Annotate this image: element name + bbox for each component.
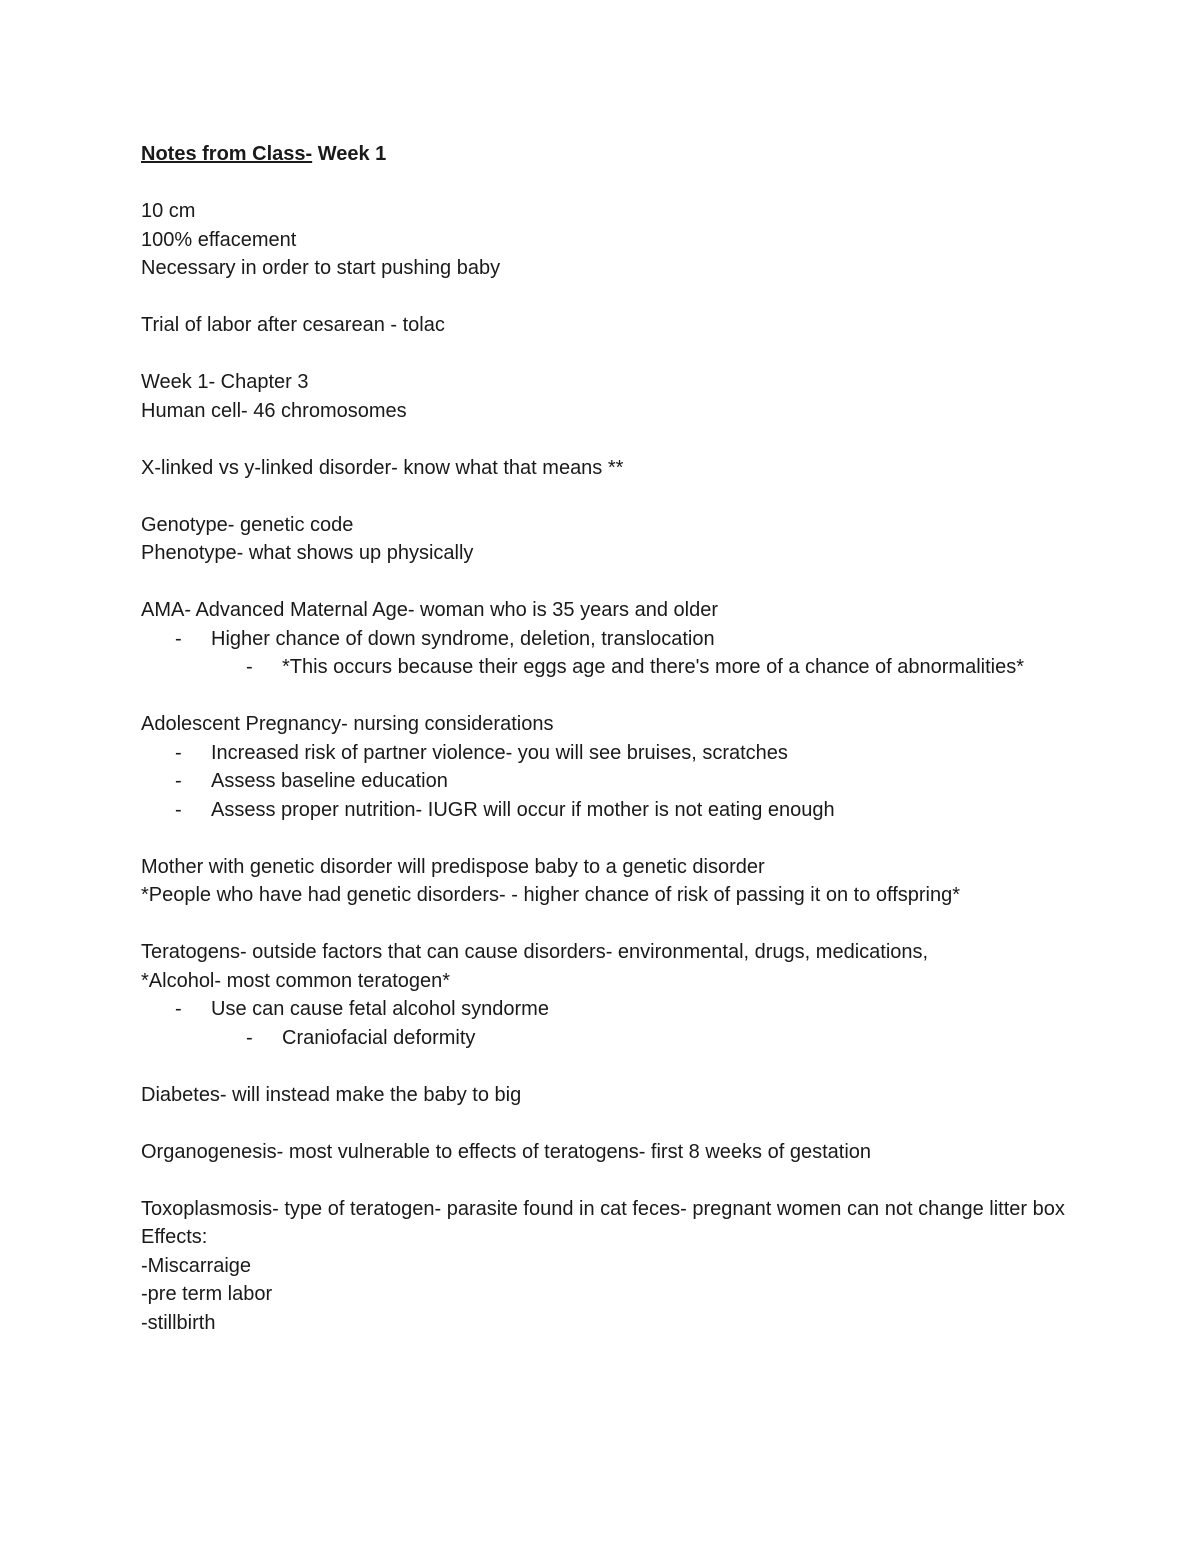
title-rest: Week 1 bbox=[312, 143, 387, 165]
adolescent-heading: Adolescent Pregnancy- nursing considerations bbox=[141, 713, 554, 735]
tolac-line: Trial of labor after cesarean - tolac bbox=[141, 314, 445, 336]
bullet-dash: - bbox=[246, 1026, 253, 1049]
bullet-dash: - bbox=[246, 656, 253, 678]
spacer bbox=[141, 425, 1081, 454]
spacer bbox=[141, 910, 1081, 939]
linked-disorder-line: X-linked vs y-linked disorder- know what that means ** bbox=[141, 456, 624, 479]
spacer bbox=[141, 1166, 1081, 1195]
spacer bbox=[141, 283, 1081, 312]
spacer bbox=[141, 340, 1081, 369]
bullet-dash: - bbox=[175, 741, 182, 764]
list-item-text: Assess proper nutrition- IUGR will occur if mother is not eating enough bbox=[211, 798, 835, 821]
effect-item: -Miscarraige bbox=[141, 1254, 252, 1277]
list-item-text: Higher chance of down syndrome, deletion, translocation bbox=[211, 627, 715, 650]
list-item-text: *This occurs because their eggs age and there's more of a chance of abnormalities* bbox=[282, 656, 1025, 678]
mother-line-1: Mother with genetic disorder will predispose baby to a genetic disorder bbox=[141, 855, 765, 878]
effect-item: -pre term labor bbox=[141, 1283, 273, 1305]
bullet-dash: - bbox=[175, 998, 182, 1020]
bullet-dash: - bbox=[175, 798, 182, 821]
list-item bbox=[141, 1024, 1081, 1053]
spacer bbox=[141, 1052, 1081, 1081]
list-item bbox=[141, 995, 1081, 1024]
effects-heading: Effects: bbox=[141, 1226, 208, 1248]
effect-item: -stillbirth bbox=[141, 1311, 216, 1334]
spacer bbox=[141, 568, 1081, 597]
ama-heading: AMA- Advanced Maternal Age- woman who is 35 years and older bbox=[141, 599, 718, 621]
genotype-line: Genotype- genetic code bbox=[141, 513, 354, 536]
spacer bbox=[141, 1109, 1081, 1138]
list-item-text: Assess baseline education bbox=[211, 770, 448, 792]
dilation-line-1: 10 cm bbox=[141, 200, 196, 222]
spacer bbox=[141, 824, 1081, 853]
chapter-line-2: Human cell- 46 chromosomes bbox=[141, 399, 407, 422]
spacer bbox=[141, 169, 1081, 198]
list-item-text: Use can cause fetal alcohol syndorme bbox=[211, 998, 549, 1020]
mother-line-2: *People who have had genetic disorders- - higher chance of risk of passing it on to offspring* bbox=[141, 884, 961, 906]
phenotype-line: Phenotype- what shows up physically bbox=[141, 542, 474, 564]
teratogens-line-1: Teratogens- outside factors that can cause disorders- environmental, drugs, medications, bbox=[141, 941, 929, 963]
list-item bbox=[141, 625, 1081, 654]
spacer bbox=[141, 682, 1081, 711]
bullet-dash: - bbox=[175, 627, 182, 650]
document-page bbox=[141, 140, 1081, 1337]
toxoplasmosis-line: Toxoplasmosis- type of teratogen- parasite found in cat feces- pregnant women can not change litter box bbox=[141, 1197, 1065, 1220]
list-item bbox=[141, 739, 1081, 768]
dilation-line-2: 100% effacement bbox=[141, 228, 297, 251]
chapter-line-1: Week 1- Chapter 3 bbox=[141, 371, 309, 393]
list-item-text: Increased risk of partner violence- you will see bruises, scratches bbox=[211, 741, 788, 764]
page-title bbox=[141, 140, 1081, 169]
spacer bbox=[141, 482, 1081, 511]
title-underlined: Notes from Class- bbox=[141, 143, 313, 165]
list-item-text: Craniofacial deformity bbox=[282, 1026, 476, 1049]
list-item bbox=[141, 796, 1081, 825]
list-item bbox=[141, 653, 1081, 682]
bullet-dash: - bbox=[175, 770, 182, 792]
diabetes-line: Diabetes- will instead make the baby to big bbox=[141, 1083, 522, 1106]
organogenesis-line: Organogenesis- most vulnerable to effects of teratogens- first 8 weeks of gestation bbox=[141, 1140, 872, 1163]
list-item bbox=[141, 767, 1081, 796]
dilation-line-3: Necessary in order to start pushing baby bbox=[141, 257, 501, 279]
teratogens-line-2: *Alcohol- most common teratogen* bbox=[141, 969, 451, 992]
